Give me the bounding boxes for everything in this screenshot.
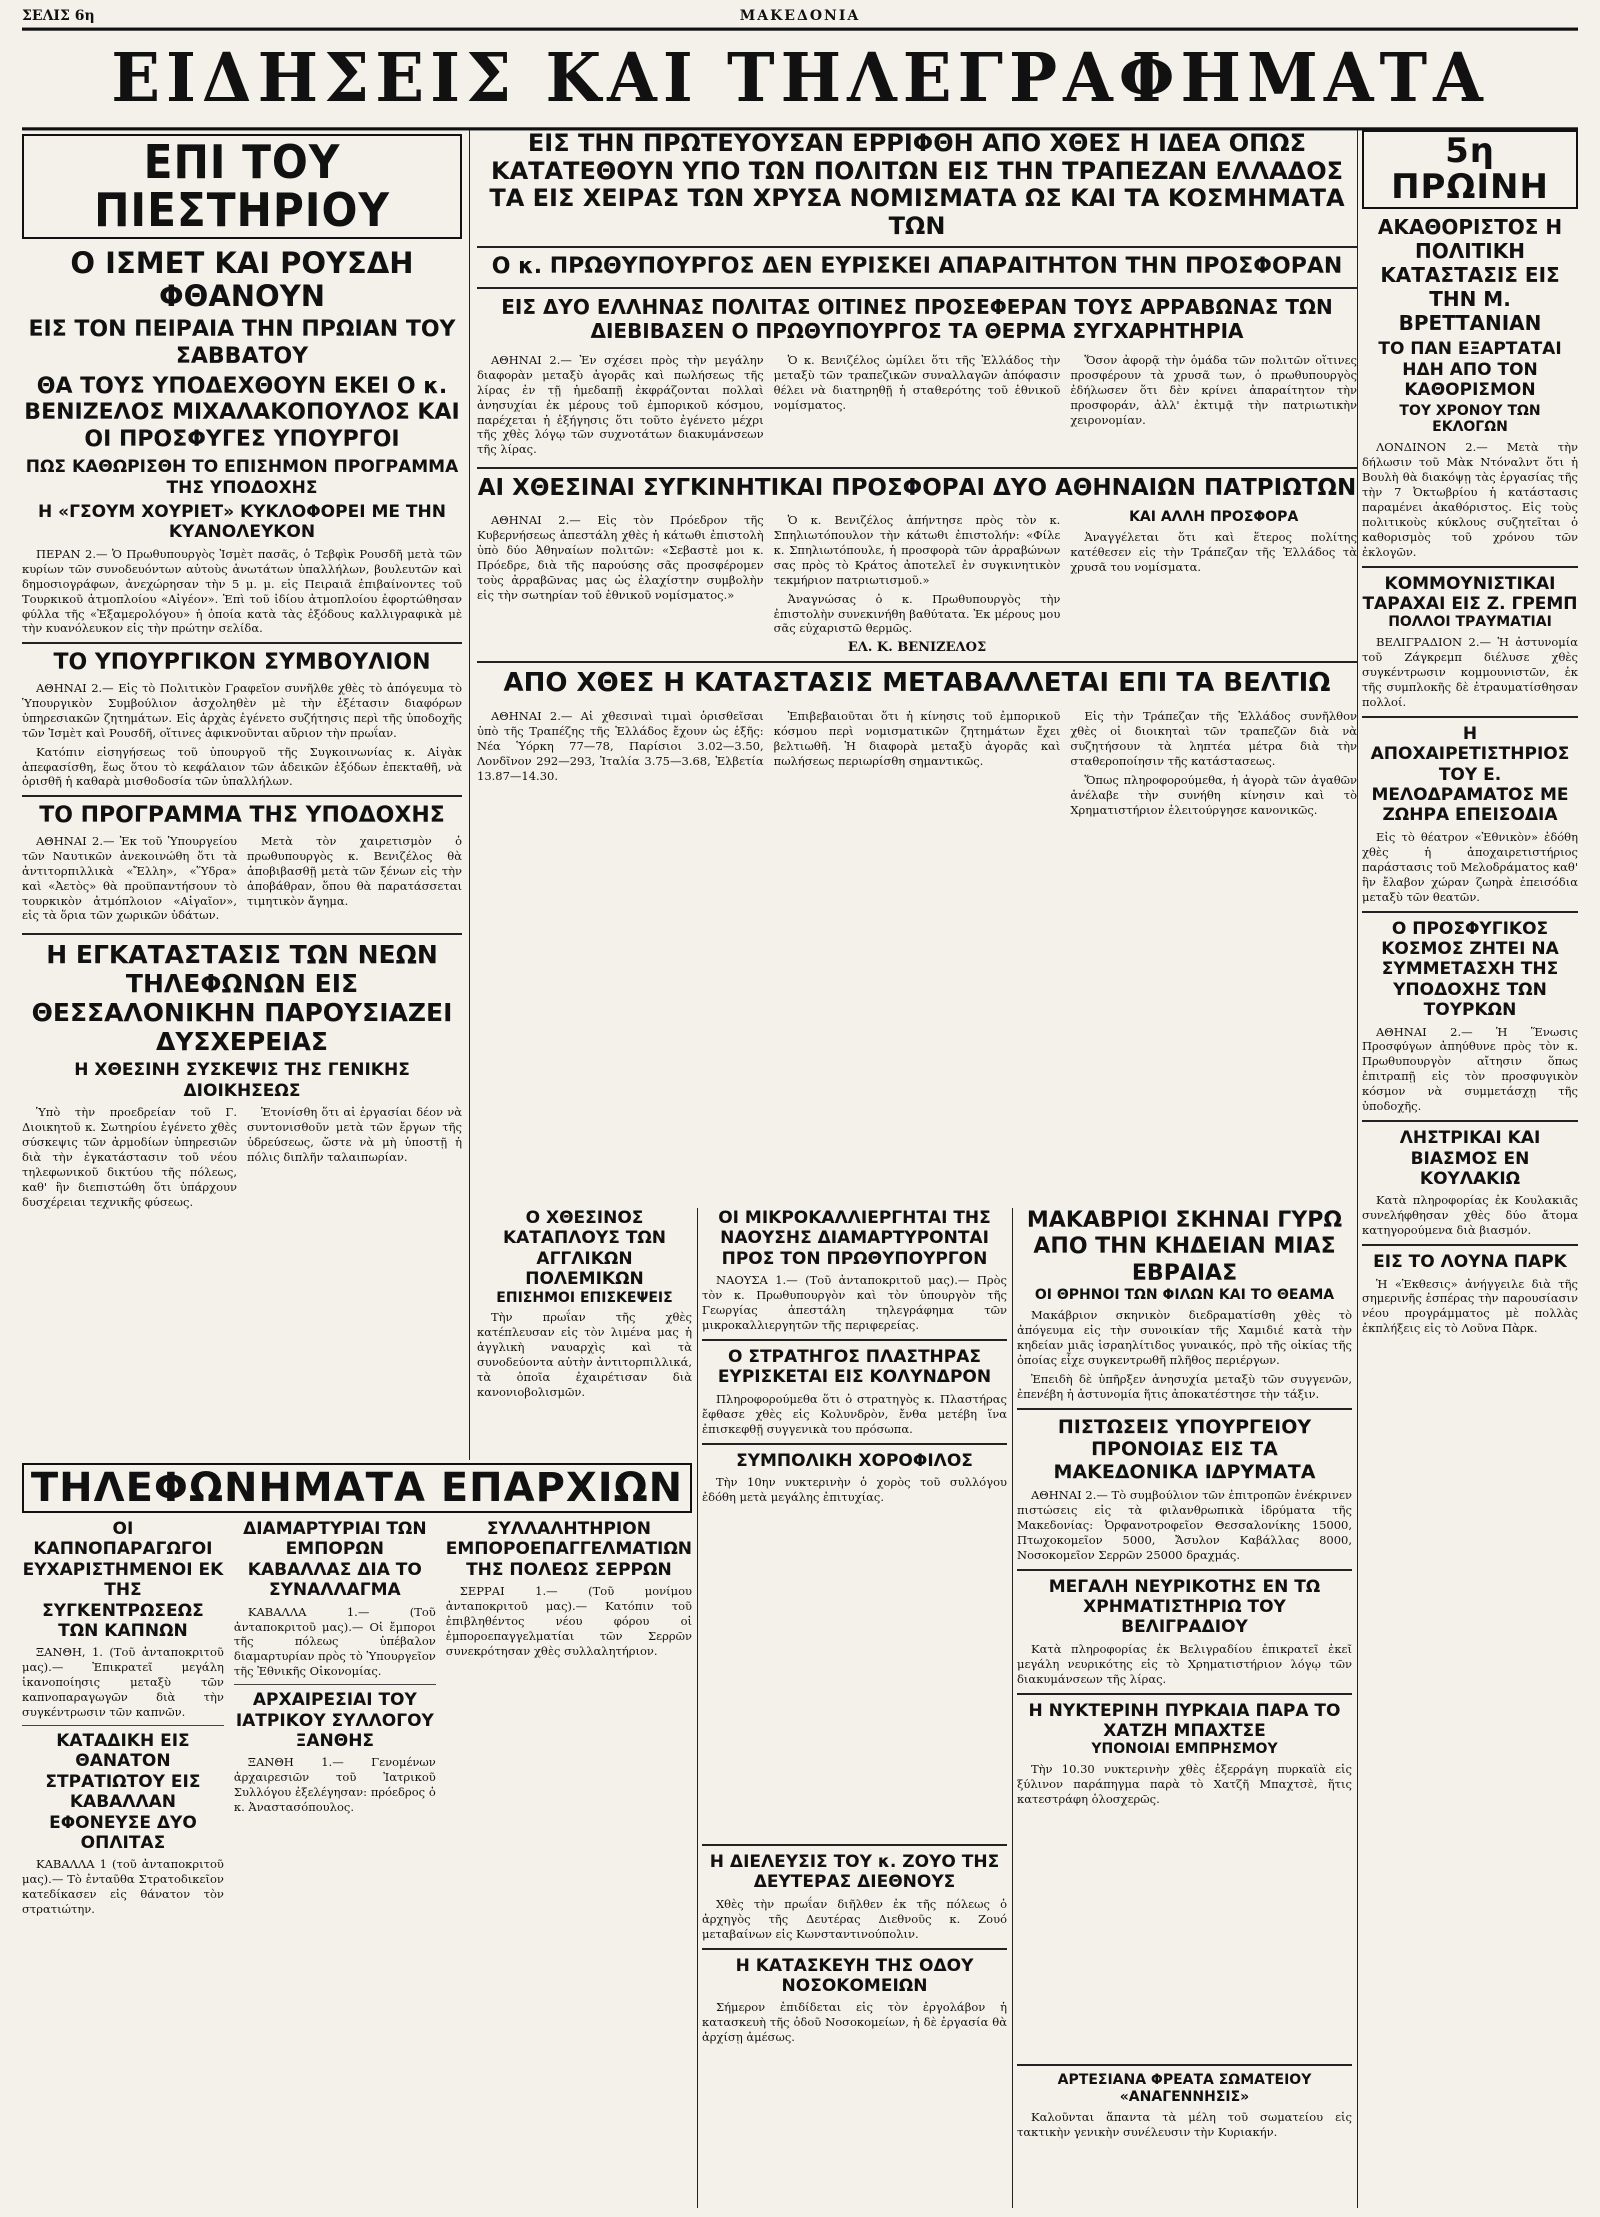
lead-article-text: ΠΕΡΑΝ 2.— Ὁ Πρωθυπουργὸς Ἰσμὲτ πασᾶς, ὁ Τεβφὶκ Ρουσδῆ μετὰ τῶν κυρίων τῶν συνοδευόντων αὐτοὺς ἀνωτάτων ὑπαλλήλων, βουλευτῶν καὶ δημοσιογράφων, ἀνεχώρησαν τὴν 5 μ. μ. εἰς Πειραιᾶ ἐπιβαίνοντες τοῦ Τουρκικοῦ ἀτμοπλοίου «Αἰγέον». Ἐπὶ τοῦ ἰδίου ἀτμοπλοίου ἐφορτώθησαν φύλλα τῆς «Ἐξαμερολόγου» ἡ ὁποία κατὰ τὰς ἐξόδους καλλιγραφικὰ μὲ τὴν κυανόλευκον εἰς τὴν πρώτην σελίδα.	[22, 546, 462, 636]
divider	[22, 642, 462, 644]
patriots-text-2: Ὁ κ. Βενιζέλος ἀπήντησε πρὸς τὸν κ. Σπηλιωτόπουλον τὴν κάτωθι ἐπιστολήν: «Φίλε κ. Σπηλιωτόπουλε, ἡ προσφορὰ τῶν ἀρραβώνων σας πρὸς τὸ Κράτος ἀποτελεῖ ἐν συγκινητικὸν τεκμήριον πατριωτισμοῦ.»	[773, 512, 1061, 587]
luna-park-text: Ἡ «Ἐκθεσις» ἀνήγγειλε διὰ τῆς σημερινῆς ἑσπέρας τὴν παρουσίασιν νέου προγράμματος μὲ πολλὰς ἐκπλήξεις εἰς τὸ Λοῦνα Πὰρκ.	[1362, 1276, 1578, 1336]
divider	[477, 467, 1357, 469]
britain-subheadline: ΤΟ ΠΑΝ ΕΞΑΡΤΑΤΑΙ ΗΔΗ ΑΠΟ ΤΟΝ ΚΑΘΟΡΙΣΜΟΝ	[1378, 339, 1562, 401]
kavala-protest-text: ΚΑΒΑΛΛΑ 1.— (Τοῦ ἀνταποκριτοῦ μας).— Οἱ ἔμποροι τῆς πόλεως ὑπέβαλον διαμαρτυρίαν πρὸς τὸ Ὑπουργεῖον τῆς Ἐθνικῆς Οἰκονομίας.	[233, 1604, 436, 1679]
center-lead-section	[477, 130, 1357, 1200]
artesian-headline: ΑΡΤΕΣΙΑΝΑ ΦΡΕΑΤΑ ΣΩΜΑΤΕΙΟΥ «ΑΝΑΓΕΝΝΗΣΙΣ»	[1057, 2072, 1312, 2105]
zuo-text: Χθὲς τὴν πρωΐαν διῆλθεν ἐκ τῆς πόλεως ὁ ἀρχηγὸς τῆς Δευτέρας Διεθνοῦς κ. Ζουό μεταβαίνων εἰς Κωνσταντινούπολιν.	[702, 1896, 1007, 1941]
program-headline: ΤΟ ΠΡΟΓΡΑΜΜΑ ΤΗΣ ΥΠΟΔΟΧΗΣ	[39, 803, 445, 829]
funeral-text-2: Ἐπειδὴ δὲ ὑπῆρξεν ἀνησυχία μεταξὺ τῶν συγγενῶν, ἐπενέβη ἡ ἀστυνομία ἥτις ἀποκατέστησε τὴν τάξιν.	[1017, 1371, 1352, 1401]
serres-rally-text: ΣΕΡΡΑΙ 1.— (Τοῦ μονίμου ἀνταποκριτοῦ μας).— Κατόπιν τοῦ ἐπιβληθέντος νέου φόρου οἱ ἐμποροεπαγγελματίαι τῶν Σερρῶν συνεκρότησαν χθὲς συλλαλητήριον.	[445, 1584, 692, 1658]
lead-text-1: ΑΘΗΝΑΙ 2.— Ἐν σχέσει πρὸς τὴν μεγάλην διαφορὰν μεταξὺ ἀγορᾶς καὶ πωλήσεως τῆς λίρας ἐν τῇ ἡμεδαπῇ ἐκφράζονται πολλαὶ ἀνησυχίαι ἐκ μέρους τοῦ ἐμπορικοῦ κόσμου, παρέχεται ἡ ἐξήγησις ὅτι τοῦτο ἐγένετο μέχρι τῆς χθὲς λόγῳ τῶν συχνοτάτων διακυμάνσεων τῆς λίρας.	[477, 352, 764, 457]
divider	[477, 287, 1357, 289]
refugees-text: ΑΘΗΝΑΙ 2.— Ἡ Ἕνωσις Προσφύγων ἀπηύθυνε πρὸς τὸν κ. Πρωθυπουργὸν αἴτησιν ὅπως ἐπιτραπῇ εἰς τὸν προσφυγικὸν κόσμον νὰ συμμετάσχῃ τῆς ὑποδοχῆς.	[1362, 1024, 1578, 1114]
column-rule	[1012, 1208, 1013, 2208]
divider	[702, 1948, 1007, 1950]
telephones-text-2: Ἐτονίσθη ὅτι αἱ ἐργασίαι δέον νὰ συντονισθοῦν μετὰ τῶν ἔργων τῆς ὑδρεύσεως, ὥστε νὰ μὴ ὑποστῇ ἡ πόλις διπλῆν ταλαιπωρίαν.	[247, 1105, 462, 1164]
situation-improves-headline: ΑΠΟ ΧΘΕΣ Η ΚΑΤΑΣΤΑΣΙΣ ΜΕΤΑΒΑΛΛΕΤΑΙ ΕΠΙ ΤΑ ΒΕΛΤΙΩ	[503, 668, 1331, 699]
divider	[702, 1844, 1007, 1846]
tobacco-text: ΞΑΝΘΗ, 1. (Τοῦ ἀνταποκριτοῦ μας).— Ἐπικρατεῖ μεγάλη ἱκανοποίησις μεταξὺ τῶν καπνοπαραγωγῶν διὰ τὴν συγκέντρωσιν τῶν καπνῶν.	[22, 1645, 224, 1720]
melodrama-text: Εἰς τὸ θέατρον «Ἐθνικὸν» ἐδόθη χθὲς ἡ ἀποχαιρετιστήριος παράστασις τοῦ Μελοδράματος καθ' ἣν ἔλαβον χώραν ζωηρὰ ἐπεισόδια μεταξὺ τῶν θεατῶν.	[1362, 829, 1578, 904]
cabinet-text-2: Κατόπιν εἰσηγήσεως τοῦ ὑπουργοῦ τῆς Συγκοινωνίας κ. Αἰγὰκ ἀπεφασίσθη, ἕως ὅτου τὸ κεφάλαιον τῶν ἀδεικῶν ἐξόδων ἐπεκταθῆ, νὰ ὁρισθῆ ἡ καθαρὰ μισθοδοσία τῶν ὑπαλλήλων.	[22, 744, 462, 789]
press-kicker-box	[22, 134, 462, 239]
divider	[477, 661, 1357, 663]
belgrade-exchange-headline: ΜΕΓΑΛΗ ΝΕΥΡΙΚΟΤΗΣ ΕΝ ΤΩ ΧΡΗΜΑΤΙΣΤΗΡΙΩ ΤΟΥ ΒΕΛΙΓΡΑΔΙΟΥ	[1048, 1576, 1321, 1638]
telephones-text-1: Ὑπὸ τὴν προεδρείαν τοῦ Γ. Διοικητοῦ κ. Σωτηρίου ἐγένετο χθὲς σύσκεψις τῶν ἀρμοδίων ὑπηρεσιῶν διὰ τὴν ἐγκατάστασιν τοῦ νέου τηλεφωνικοῦ δικτύου τῆς πόλεως, καθ' ἣν διεπιστώθη ὅτι ὑπάρχουν δυσχέρειαι τεχνικῆς φύσεως.	[22, 1105, 237, 1209]
serres-rally-headline: ΣΥΛΛΑΛΗΤΗΡΙΟΝ ΕΜΠΟΡΟΕΠΑΓΓΕΛΜΑΤΙΩΝ ΤΗΣ ΠΟΛΕΩΣ ΣΕΡΡΩΝ	[445, 1519, 692, 1580]
telephones-subheadline: Η ΧΘΕΣΙΝΗ ΣΥΣΚΕΨΙΣ ΤΗΣ ΓΕΝΙΚΗΣ ΔΙΟΙΚΗΣΕΩΣ	[74, 1060, 410, 1101]
fire-text: Τὴν 10.30 νυκτερινὴν χθὲς ἐξερράγη πυρκαϊὰ εἰς ξύλινον παράπηγμα παρὰ τὸ Χατζῆ Μπαχτσὲ, ἥτις κατεστράφη ὁλοσχερῶς.	[1017, 1762, 1352, 1807]
melodrama-headline: Η ΑΠΟΧΑΙΡΕΤΙΣΤΗΡΙΟΣ ΤΟΥ Ε. ΜΕΛΟΔΡΑΜΑΤΟΣ ΜΕ ΖΩΗΡΑ ΕΠΕΙΣΟΔΙΑ	[1370, 723, 1570, 826]
dispatch-column-2	[234, 1519, 436, 1921]
lead-text-3: Ὅσον ἀφορᾷ τὴν ὁμάδα τῶν πολιτῶν οἵτινες προσφέρουν τὰ χρυσᾶ των, ὁ πρωθυπουργὸς ἐδήλωσεν ὅτι δὲν κρίνει ἀπαραίτητον τὴν προσφοράν, ἀλλ' ἐκτιμᾷ τὴν πατριωτικὴν χειρονομίαν.	[1070, 352, 1357, 427]
situation-columns	[477, 705, 1357, 822]
naousa-headline: ΟΙ ΜΙΚΡΟΚΑΛΛΙΕΡΓΗΤΑΙ ΤΗΣ ΝΑΟΥΣΗΣ ΔΙΑΜΑΡΤΥΡΟΝΤΑΙ ΠΡΟΣ ΤΟΝ ΠΡΩΘΥΠΟΥΡΓΟΝ	[718, 1208, 991, 1269]
zagreb-text: ΒΕΛΙΓΡΑΔΙΟΝ 2.— Ἡ ἀστυνομία τοῦ Ζάγκρεμπ διέλυσε χθὲς συγκέντρωσιν κομμουνιστῶν, ἐκ τῆς συμπλοκῆς δὲ ἐτραυματίσθησαν πολλοί.	[1362, 635, 1578, 709]
column-rule	[1357, 130, 1358, 2208]
cabinet-text-1: ΑΘΗΝΑΙ 2.— Εἰς τὸ Πολιτικὸν Γραφεῖον συνῆλθε χθὲς τὸ ἀπόγευμα τὸ Ὑπουργικὸν Συμβούλιον ἀσχοληθὲν μὲ τὴν ἐξέτασιν διαφόρων ὑπηρεσιακῶν ζητημάτων. Εἰς ἀρχὰς ἐγένετο συζήτησις περὶ τῆς ὑποδοχῆς τῶν Ἰσμὲτ καὶ Ρουσδῆ, οἵτινες ἀφικνοῦνται αὔριον τὴν πρωΐαν.	[22, 680, 462, 740]
refugees-headline: Ο ΠΡΟΣΦΥΓΙΚΟΣ ΚΟΣΜΟΣ ΖΗΤΕΙ ΝΑ ΣΥΜΜΕΤΑΣΧΗ ΤΗΣ ΥΠΟΔΟΧΗΣ ΤΩΝ ΤΟΥΡΚΩΝ	[1381, 918, 1559, 1021]
divider	[1017, 1569, 1352, 1571]
lead-columns	[477, 349, 1357, 462]
divider	[477, 246, 1357, 248]
program-columns	[22, 830, 462, 928]
column-rule	[697, 1208, 698, 2208]
tobacco-headline: ΟΙ ΚΑΠΝΟΠΑΡΑΓΩΓΟΙ ΕΥΧΑΡΙΣΤΗΜΕΝΟΙ ΕΚ ΤΗΣ ΣΥΓΚΕΝΤΡΩΣΕΩΣ ΤΩΝ ΚΑΠΝΩΝ	[22, 1519, 224, 1641]
belgrade-exchange-text: Κατὰ πληροφορίας ἐκ Βελιγραδίου ἐπικρατεῖ ἐκεῖ μεγάλη νευρικότης εἰς τὸ Χρηματιστήριον λόγῳ τῶν διακυμάνσεων τῆς λίρας.	[1017, 1641, 1352, 1686]
dispatch-column-1	[22, 1519, 224, 1921]
center-far-left-lower	[477, 1208, 692, 1458]
welfare-credits-text: ΑΘΗΝΑΙ 2.— Τὸ συμβούλιον τῶν ἐπιτροπῶν ἐνέκρινεν πιστώσεις εἰς τὰ φιλανθρωπικὰ ἱδρύματα τῆς Μακεδονίας: Ὀρφανοτροφεῖον Θεσσαλονίκης 15000, Πτωχοκομεῖον 5000, Ἄσυλον Καβάλλας 8000, Νοσοκομεῖον Σερρῶν 25000 δραχμάς.	[1017, 1487, 1352, 1562]
newspaper-page	[22, 8, 1578, 2208]
divider	[702, 1339, 1007, 1341]
zuo-headline: Η ΔΙΕΛΕΥΣΙΣ ΤΟΥ κ. ΖΟΥΟ ΤΗΣ ΔΕΥΤΕΡΑΣ ΔΙΕΘΝΟΥΣ	[709, 1852, 1000, 1893]
divider	[22, 1725, 224, 1726]
gold-deposit-headline: ΕΙΣ ΤΗΝ ΠΡΩΤΕΥΟΥΣΑΝ ΕΡΡΙΦΘΗ ΑΠΟ ΧΘΕΣ Η ΙΔΕΑ ΟΠΩΣ ΚΑΤΑΤΕΘΟΥΝ ΥΠΟ ΤΩΝ ΠΟΛΙΤΩΝ ΕΙΣ ΤΗΝ ΤΡΑΠΕΖΑΝ ΕΛΛΑΔΟΣ ΤΑ ΕΙΣ ΧΕΙΡΑΣ ΤΩΝ ΧΡΥΣΑ ΝΟΜΙΣΜΑΤΑ ΩΣ ΚΑΙ ΤΑ ΚΟΣΜΗΜΑΤΑ ΤΩΝ	[489, 130, 1345, 240]
divider	[1362, 911, 1578, 913]
patriots-columns	[477, 509, 1357, 656]
warships-subheadline: ΕΠΙΣΗΜΟΙ ΕΠΙΣΚΕΨΕΙΣ	[496, 1289, 673, 1306]
page-header-line	[22, 8, 1578, 28]
dispatches-banner-box	[22, 1463, 692, 1513]
divider	[702, 1443, 1007, 1445]
plastiras-text: Πληροφορούμεθα ὅτι ὁ στρατηγὸς κ. Πλαστήρας ἔφθασε χθὲς εἰς Κολυνδρὸν, ἔνθα μετέβη ἵνα ἐπισκεφθῇ συγγενικὰ του πρόσωπα.	[702, 1391, 1007, 1436]
funeral-text-1: Μακάβριον σκηνικὸν διεδραματίσθη χθὲς τὸ ἀπόγευμα εἰς τὴν συνοικίαν τῆς Χαμιδιέ κατὰ τὴν κηδείαν μιᾶς ἰσραηλίτιδος γυναικός, πρὸ τῆς οἰκίας τῆς ὁποίας εἶχε συγκεντρωθῆ πλῆθος περιέργων.	[1017, 1307, 1352, 1367]
welfare-credits-headline: ΠΙΣΤΩΣΕΙΣ ΥΠΟΥΡΓΕΙΟΥ ΠΡΟΝΟΙΑΣ ΕΙΣ ΤΑ ΜΑΚΕΔΟΝΙΚΑ ΙΔΡΥΜΑΤΑ	[1053, 1415, 1316, 1484]
zagreb-headline: ΚΟΜΜΟΥΝΙΣΤΙΚΑΙ ΤΑΡΑΧΑΙ ΕΙΣ Ζ. ΓΡΕΜΠ	[1362, 573, 1578, 615]
divider	[1362, 566, 1578, 568]
section-banner: ΕΙΔΗΣΕΙΣ ΚΑΙ ΤΗΛΕΓΡΑΦΗΜΑΤΑ	[22, 28, 1578, 131]
death-sentence-text: ΚΑΒΑΛΛΑ 1 (τοῦ ἀνταποκριτοῦ μας).— Τὸ ἐνταῦθα Στρατοδικεῖον κατεδίκασεν εἰς θάνατον τὸν στρατιώτην.	[22, 1857, 224, 1917]
luna-park-headline: ΕΙΣ ΤΟ ΛΟΥΝΑ ΠΑΡΚ	[1373, 1252, 1567, 1273]
divider	[1017, 2064, 1352, 2066]
divider	[1362, 1244, 1578, 1246]
patriots-text-1: ΑΘΗΝΑΙ 2.— Εἰς τὸν Πρόεδρον τῆς Κυβερνήσεως ἀπεστάλη χθὲς ἡ κάτωθι ἐπιστολὴ ὑπὸ δύο Ἀθηναίων πολιτῶν: «Σεβαστὲ μοι κ. Πρόεδρε, διὰ τῆς παρούσης σᾶς προσφέρομεν τοὺς ἀρραβῶνας μας ὡς ἐλαχίστην συμβολὴν εἰς τὴν σωτηρίαν τοῦ ἐθνικοῦ νομίσματος.»	[477, 512, 764, 602]
koulakia-text: Κατὰ πληροφορίας ἐκ Κουλακιᾶς συνελήφθησαν χθὲς δύο ἄτομα κατηγορούμενα διὰ βιασμόν.	[1362, 1193, 1578, 1238]
situation-text-4: Ὅπως πληροφορούμεθα, ἡ ἀγορὰ τῶν ἀγαθῶν ἀνέλαβε τὴν συνήθη κίνησιν καὶ τὸ Χρηματιστήριον ἐλειτούργησε κανονικῶς.	[1070, 773, 1357, 817]
edition-kicker: 5η ΠΡΩΙΝΗ	[1391, 131, 1549, 207]
patriots-text-3: Ἀναγνώσας ὁ κ. Πρωθυπουργὸς τὴν ἐπιστολὴν συνεκινήθη βαθύτατα. Ἐκ μέρους μου σᾶς εὐχαριστῶ θερμῶς.	[773, 591, 1061, 636]
dispatches-columns	[22, 1519, 692, 1921]
telephones-columns	[22, 1101, 462, 1214]
artesian-text: Καλοῦνται ἅπαντα τὰ μέλη τοῦ σωματείου εἰς τακτικὴν γενικὴν συνέλευσιν τὴν Κυριακήν.	[1017, 2109, 1352, 2139]
divider	[22, 933, 462, 935]
right-column	[1362, 130, 1578, 2208]
plastiras-headline: Ο ΣΤΡΑΤΗΓΟΣ ΠΛΑΣΤΗΡΑΣ ΕΥΡΙΣΚΕΤΑΙ ΕΙΣ ΚΟΛΥΝΔΡΟΝ	[717, 1346, 992, 1388]
divider	[1362, 1120, 1578, 1122]
edition-kicker-box	[1362, 130, 1578, 209]
britain-text: ΛΟΝΔΙΝΟΝ 2.— Μετὰ τὴν δήλωσιν τοῦ Μὰκ Ντόναλντ ὅτι ἡ Βουλὴ θὰ διακόψῃ τὰς ἐργασίας τῆς τὴν 7 Ὀκτωβρίου ἡ κατάστασις παραμένει ἀκαθόριστος. Εἰς τοὺς πολιτικοὺς κύκλους συζητεῖται ὁ καθορισμὸς τοῦ χρόνου τῶν ἐκλογῶν.	[1362, 440, 1578, 559]
program-text-2: Μετὰ τὸν χαιρετισμὸν ὁ πρωθυπουργὸς κ. Βενιζέλος θὰ ἀποβιβασθῇ μετὰ τῶν ξένων εἰς τὴν ἀποβάθραν, ὅπου θὰ παρατάσσεται τιμητικὸν ἄγημα.	[247, 833, 462, 908]
divider	[1362, 716, 1578, 718]
page-number: ΣΕΛΙΣ 6η	[22, 8, 95, 24]
divider	[22, 795, 462, 797]
britain-subheadline-2: ΤΟΥ ΧΡΟΝΟΥ ΤΩΝ ΕΚΛΟΓΩΝ	[1399, 402, 1541, 436]
koulakia-headline: ΛΗΣΤΡΙΚΑΙ ΚΑΙ ΒΙΑΣΜΟΣ ΕΝ ΚΟΥΛΑΚΙΩ	[1399, 1128, 1541, 1189]
divider	[1017, 1408, 1352, 1410]
death-sentence-subheadline: ΕΦΟΝΕΥΣΕ ΔΥΟ ΟΠΛΙΤΑΣ	[49, 1812, 197, 1853]
newspaper-name: ΜΑΚΕΔΟΝΙΑ	[739, 8, 861, 24]
another-offer-subheadline: ΚΑΙ ΑΛΛΗ ΠΡΟΣΦΟΡΑ	[1129, 508, 1299, 525]
warships-headline: Ο ΧΘΕΣΙΝΟΣ ΚΑΤΑΠΛΟΥΣ ΤΩΝ ΑΓΓΛΙΚΩΝ ΠΟΛΕΜΙΚΩΝ	[502, 1208, 667, 1290]
venizelos-signature: ΕΛ. Κ. ΒΕΝΙΖΕΛΟΣ	[847, 640, 987, 656]
dispatches-banner: ΤΗΛΕΦΩΝΗΜΑΤΑ ΕΠΑΡΧΙΩΝ	[30, 1465, 684, 1511]
another-offer-text: Ἀναγγέλεται ὅτι καὶ ἕτερος πολίτης κατέθεσεν εἰς τὴν Τράπεζαν τῆς Ἑλλάδος τὰ χρυσᾶ του νομίσματα.	[1070, 529, 1357, 574]
lead-headline: Ο ΙΣΜΕΤ ΚΑΙ ΡΟΥΣΔΗ ΦΘΑΝΟΥΝ	[70, 245, 414, 313]
congratulations-headline: ΕΙΣ ΔΥΟ ΕΛΛΗΝΑΣ ΠΟΛΙΤΑΣ ΟΙΤΙΝΕΣ ΠΡΟΣΕΦΕΡΑΝ ΤΟΥΣ ΑΡΡΑΒΩΝΑΣ ΤΩΝ ΔΙΕΒΙΒΑΣΕΝ Ο ΠΡΩΘΥΠΟΥΡΓΟΣ ΤΑ ΘΕΡΜΑ ΣΥΓΧΑΡΗΤΗΡΙΑ	[501, 294, 1333, 343]
road-text: Σήμερον ἐπιδίδεται εἰς τὸν ἐργολάβον ἡ κατασκευὴ τῆς ὁδοῦ Νοσοκομείων, ἡ δὲ ἐργασία θὰ ἀρχίσῃ ἀμέσως.	[702, 2000, 1007, 2045]
lead-subheadline-2: ΘΑ ΤΟΥΣ ΥΠΟΔΕΧΘΟΥΝ ΕΚΕΙ Ο κ. ΒΕΝΙΖΕΛΟΣ ΜΙΧΑΛΑΚΟΠΟΥΛΟΣ ΚΑΙ ΟΙ ΠΡΟΣΦΥΓΕΣ ΥΠΟΥΡΓΟΙ	[24, 374, 460, 452]
patriots-offer-headline: ΑΙ ΧΘΕΣΙΝΑΙ ΣΥΓΚΙΝΗΤΙΚΑΙ ΠΡΟΣΦΟΡΑΙ ΔΥΟ ΑΘΗΝΑΙΩΝ ΠΑΤΡΙΩΤΩΝ	[477, 475, 1357, 502]
symposium-text: Τὴν 10ην νυκτερινὴν ὁ χορὸς τοῦ συλλόγου ἐδόθη μετὰ μεγάλης ἐπιτυχίας.	[702, 1474, 1007, 1504]
funeral-subheadline: ΟΙ ΘΡΗΝΟΙ ΤΩΝ ΦΙΛΩΝ ΚΑΙ ΤΟ ΘΕΑΜΑ	[1034, 1287, 1335, 1304]
lead-subheadline-3: ΠΩΣ ΚΑΘΩΡΙΣΘΗ ΤΟ ΕΠΙΣΗΜΟΝ ΠΡΟΓΡΑΜΜΑ ΤΗΣ ΥΠΟΔΟΧΗΣ	[25, 457, 459, 498]
lead-text-2: Ὁ κ. Βενιζέλος ὡμίλει ὅτι τῆς Ἑλλάδος τὴν μεταξὺ τῶν τραπεζικῶν συναλλαγῶν ἀπόφασιν θέλει νὰ διατηρηθῇ ἡ σταθερότης τοῦ ἐθνικοῦ νομίσματος.	[773, 352, 1061, 412]
situation-text-3: Εἰς τὴν Τράπεζαν τῆς Ἑλλάδος συνῆλθον χθὲς οἱ διοικηταὶ τῶν τραπεζῶν διὰ νὰ συζητήσουν τὰ ληπτέα μέτρα διὰ τὴν σταθεροποίησιν τῆς κατάστασεως.	[1070, 709, 1357, 769]
program-text-1: ΑΘΗΝΑΙ 2.— Ἐκ τοῦ Ὑπουργείου τῶν Ναυτικῶν ἀνεκοινώθη ὅτι τὰ ἀντιτορπιλλικὰ «Ἔλλη», «Ὕδρα» καὶ «Ἀετὸς» θὰ προϋπαντήσουν τὸ τουρκικὸν ἀτμόπλοιον «Αἰγαῖον», εἰς τὰ ὅρια τῶν χωρικῶν ὑδάτων.	[22, 833, 237, 923]
naousa-text: ΝΑΟΥΣΑ 1.— (Τοῦ ἀνταποκριτοῦ μας).— Πρὸς τὸν κ. Πρωθυπουργὸν καὶ τὸν ὑπουργὸν τῆς Γεωργίας ἀπεστάλη τηλεγράφημα τῶν μικροκαλλιεργητῶν τῆς περιφερείας.	[702, 1273, 1007, 1332]
britain-headline: ΑΚΑΘΟΡΙΣΤΟΣ Η ΠΟΛΙΤΙΚΗ ΚΑΤΑΣΤΑΣΙΣ ΕΙΣ ΤΗΝ Μ. ΒΡΕΤΤΑΝΙΑΝ	[1377, 215, 1563, 336]
fire-subheadline: ΥΠΟΝΟΙΑΙ ΕΜΠΡΗΣΜΟΥ	[1091, 1741, 1278, 1758]
situation-text-1: ΑΘΗΝΑΙ 2.— Αἱ χθεσιναὶ τιμαὶ ὁρισθεῖσαι ὑπὸ τῆς Τραπέζης τῆς Ἑλλάδος ἔχουν ὡς ἑξῆς: Νέα Ὑόρκη 77—78, Παρίσιοι 3.02—3.50, Λονδῖνον 292—293, Ἰταλία 3.75—3.68, Ἑλβετία 13.87—14.30.	[477, 709, 764, 784]
lead-subheadline-4: Η «ΓΣΟΥΜ ΧΟΥΡΙΕΤ» ΚΥΚΛΟΦΟΡΕΙ ΜΕ ΤΗΝ ΚΥΑΝΟΛΕΥΚΟΝ	[38, 502, 446, 543]
provincial-dispatches	[22, 1463, 692, 2208]
situation-text-2: Ἐπιβεβαιοῦται ὅτι ἡ κίνησις τοῦ ἐμπορικοῦ κόσμου περὶ νομισματικῶν ζητημάτων ἔχει βελτιωθῆ. Ἡ διαφορὰ μεταξὺ ἀγορᾶς καὶ πωλήσεως περιωρίσθη σημαντικῶς.	[773, 709, 1061, 769]
medical-elections-text: ΞΑΝΘΗ 1.— Γενομένων ἀρχαιρεσιῶν τοῦ Ἰατρικοῦ Συλλόγου ἐξελέγησαν: πρόεδρος ὁ κ. Ἀναστασόπουλος.	[233, 1755, 436, 1815]
kavala-protest-headline: ΔΙΑΜΑΡΤΥΡΙΑΙ ΤΩΝ ΕΜΠΟΡΩΝ ΚΑΒΑΛΛΑΣ ΔΙΑ ΤΟ ΣΥΝΑΛΛΑΓΜΑ	[243, 1519, 427, 1601]
fire-headline: Η ΝΥΚΤΕΡΙΝΗ ΠΥΡΚΑΙΑ ΠΑΡΑ ΤΟ ΧΑΤΖΗ ΜΠΑΧΤΣΕ	[1028, 1700, 1341, 1742]
press-kicker: ΕΠΙ ΤΟΥ ΠΙΕΣΤΗΡΙΟΥ	[94, 135, 390, 238]
lead-subheadline-1: ΕΙΣ ΤΟΝ ΠΕΙΡΑΙΑ ΤΗΝ ΠΡΩΙΑΝ ΤΟΥ ΣΑΒΒΑΤΟΥ	[28, 317, 456, 369]
divider	[234, 1684, 436, 1685]
road-headline: Η ΚΑΤΑΣΚΕΥΗ ΤΗΣ ΟΔΟΥ ΝΟΣΟΚΟΜΕΙΩΝ	[735, 1955, 974, 1996]
funeral-headline: ΜΑΚΑΒΡΙΟΙ ΣΚΗΝΑΙ ΓΥΡΩ ΑΠΟ ΤΗΝ ΚΗΔΕΙΑΝ ΜΙΑΣ ΕΒΡΑΙΑΣ	[1026, 1208, 1343, 1286]
center-bottom-left	[702, 1838, 1007, 2208]
warships-text: Τὴν πρωΐαν τῆς χθὲς κατέπλευσαν εἰς τὸν λιμένα μας ἡ ἀγγλικὴ ναυαρχὶς καὶ τὰ συνοδεύοντα αὐτὴν ἀντιτορπιλλικά, τὰ ὁποῖα ἐχαιρέτισαν διὰ κανονιοβολισμῶν.	[477, 1310, 692, 1400]
telephones-headline: Η ΕΓΚΑΤΑΣΤΑΣΙΣ ΤΩΝ ΝΕΩΝ ΤΗΛΕΦΩΝΩΝ ΕΙΣ ΘΕΣΣΑΛΟΝΙΚΗΝ ΠΑΡΟΥΣΙΑΖΕΙ ΔΥΣΧΕΡΕΙΑΣ	[31, 940, 453, 1056]
column-rule	[469, 130, 470, 1460]
zagreb-subheadline: ΠΟΛΛΟΙ ΤΡΑΥΜΑΤΙΑΙ	[1388, 614, 1552, 631]
death-sentence-headline: ΚΑΤΑΔΙΚΗ ΕΙΣ ΘΑΝΑΤΟΝ ΣΤΡΑΤΙΩΤΟΥ ΕΙΣ ΚΑΒΑΛΛΑΝ	[45, 1731, 201, 1813]
divider	[1017, 1693, 1352, 1695]
symposium-headline: ΣΥΜΠΟΛΙΚΗ ΧΟΡΟΦΙΛΟΣ	[736, 1450, 973, 1471]
cabinet-headline: ΤΟ ΥΠΟΥΡΓΙΚΟΝ ΣΥΜΒΟΥΛΙΟΝ	[53, 650, 431, 676]
dispatch-column-3	[446, 1519, 692, 1921]
medical-elections-headline: ΑΡΧΑΙΡΕΣΙΑΙ ΤΟΥ ΙΑΤΡΙΚΟΥ ΣΥΛΛΟΓΟΥ ΞΑΝΘΗΣ	[235, 1690, 434, 1752]
center-bottom-middle	[1017, 2058, 1352, 2208]
prime-minister-headline: Ο κ. ΠΡΩΘΥΠΟΥΡΓΟΣ ΔΕΝ ΕΥΡΙΣΚΕΙ ΑΠΑΡΑΙΤΗΤΟΝ ΤΗΝ ΠΡΟΣΦΟΡΑΝ	[491, 254, 1343, 280]
